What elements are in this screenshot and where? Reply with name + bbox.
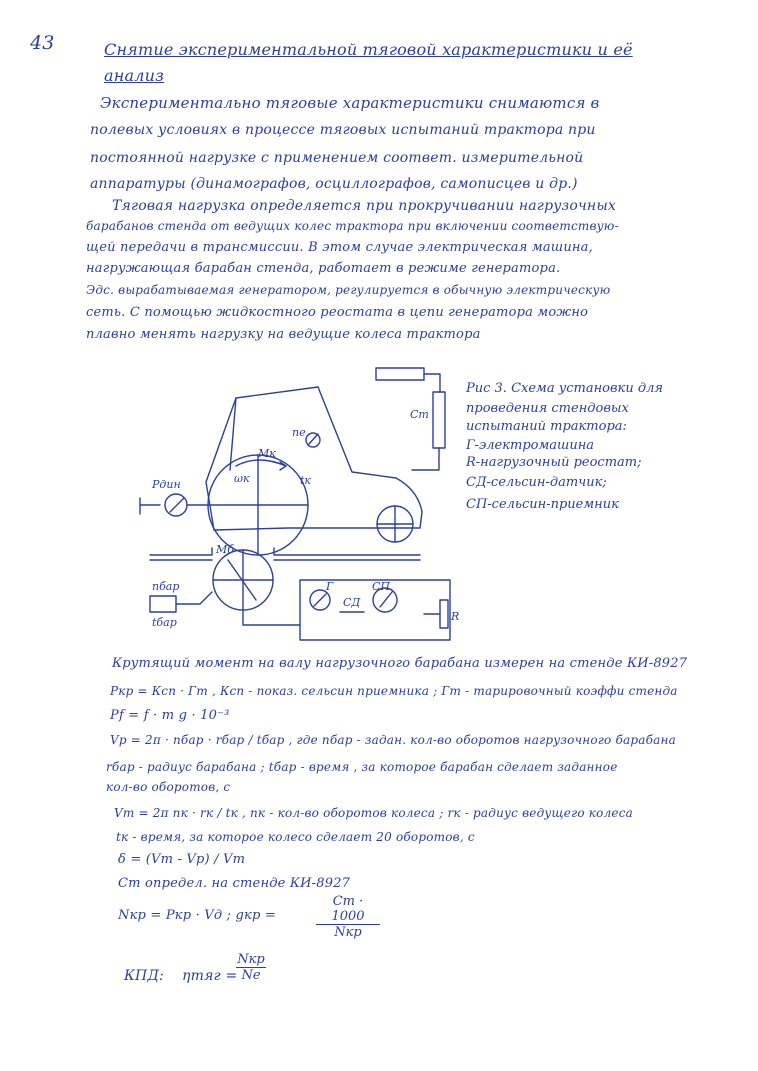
kpd-numerator: Nкр (237, 952, 265, 967)
intro-line: нагружающая барабан стенда, работает в режиме генератора. (86, 261, 561, 276)
text-line: δ = (Vт - Vр) / Vт (118, 852, 246, 867)
label-ne: nе (292, 426, 306, 439)
gkr-numerator: Cт · 1000 (316, 894, 380, 925)
kpd-fraction (236, 952, 266, 983)
intro-line: полевых условиях в процессе тяговых испытаний трактора при (90, 122, 596, 138)
intro-line: Экспериментально тяговые характеристики снимаются в (100, 94, 600, 112)
kpd-eta: ηтяг = (182, 968, 238, 984)
caption-line: R-нагрузочный реостат; (466, 455, 642, 470)
text-line: rбар - радиус барабана ; tбар - время , за которое барабан сделает заданное (106, 760, 618, 774)
page-title-continued: анализ (104, 66, 165, 85)
label-nbar: nбар (152, 580, 180, 593)
text-line: Cт определ. на стенде КИ-8927 (118, 876, 351, 891)
label-wk: ωк (234, 472, 250, 485)
label-g: Г (326, 580, 334, 593)
label-sp: СП (372, 580, 391, 593)
caption-line: проведения стендовых (466, 401, 629, 416)
text-line: кол-во оборотов, с (106, 780, 231, 794)
tractor-cab (230, 398, 236, 470)
ct-instrument (376, 368, 424, 380)
caption-line: Рис 3. Схема установки для (466, 381, 663, 396)
counter-box (150, 596, 176, 612)
label-mk: Мк (258, 447, 276, 460)
dynamometer-gauge (165, 494, 187, 516)
gkr-fraction (316, 894, 380, 940)
intro-line: Тяговая нагрузка определяется при прокручивании нагрузочных (112, 198, 617, 214)
label-tk: tк (300, 474, 311, 487)
label-ct: Cт (410, 408, 429, 421)
label-r: R (451, 610, 460, 623)
intro-line: щей передачи в трансмиссии. В этом случае электрическая машина, (86, 240, 593, 255)
intro-line: Эдс. вырабатываемая генератором, регулируется в обычную электрическую (86, 283, 611, 297)
caption-line: СП-сельсин-приемник (466, 497, 619, 512)
text-line: Pкр = Ксп · Гт , Ксп - показ. сельсин приемника ; Гт - тарировочный коэффи стенда (110, 684, 678, 698)
intro-line: сеть. С помощью жидкостного реостата в цепи генератора можно (86, 305, 589, 320)
kpd-denominator: Nе (241, 968, 261, 983)
caption-line: Г-электромашина (466, 438, 595, 453)
label-tbar: tбар (152, 616, 177, 629)
text-line: Pf = f · m g · 10⁻³ (110, 708, 230, 723)
text-line: tк - время, за которое колесо сделает 20 оборотов, с (116, 830, 475, 844)
intro-line: барабанов стенда от ведущих колес трактора при включении соответствую- (86, 219, 619, 233)
kpd-label: КПД: (124, 968, 164, 984)
caption-line: испытаний трактора: (466, 419, 627, 434)
label-pdin: Pдин (152, 478, 181, 491)
floor-line (150, 548, 420, 555)
intro-line: аппаратуры (динамографов, осциллографов, самописцев и др.) (90, 176, 578, 192)
caption-line: СД-сельсин-датчик; (466, 475, 607, 490)
label-mb: Мб (216, 543, 234, 556)
intro-line: плавно менять нагрузку на ведущие колеса трактора (86, 327, 481, 342)
text-line: Vp = 2π · nбар · rбар / tбар , где nбар - задан. кол-во оборотов нагрузочного барабана (110, 733, 676, 747)
label-sd: СД (343, 596, 361, 609)
gkr-denominator: Nкр (334, 925, 362, 940)
text-line: Крутящий момент на валу нагрузочного барабана измерен на стенде КИ-8927 (112, 656, 688, 671)
text-line: Nкр = Pкр · Vд ; gкр = (118, 908, 276, 923)
rheostat (440, 600, 448, 628)
intro-line: постоянной нагрузке с применением соответ. измерительной (90, 150, 584, 166)
text-line: Vт = 2π nк · rк / tк , nк - кол-во оборотов колеса ; rк - радиус ведущего колеса (114, 806, 633, 820)
page-title: Снятие экспериментальной тяговой характеристики и её (104, 40, 633, 59)
page-number: 43 (30, 32, 55, 54)
